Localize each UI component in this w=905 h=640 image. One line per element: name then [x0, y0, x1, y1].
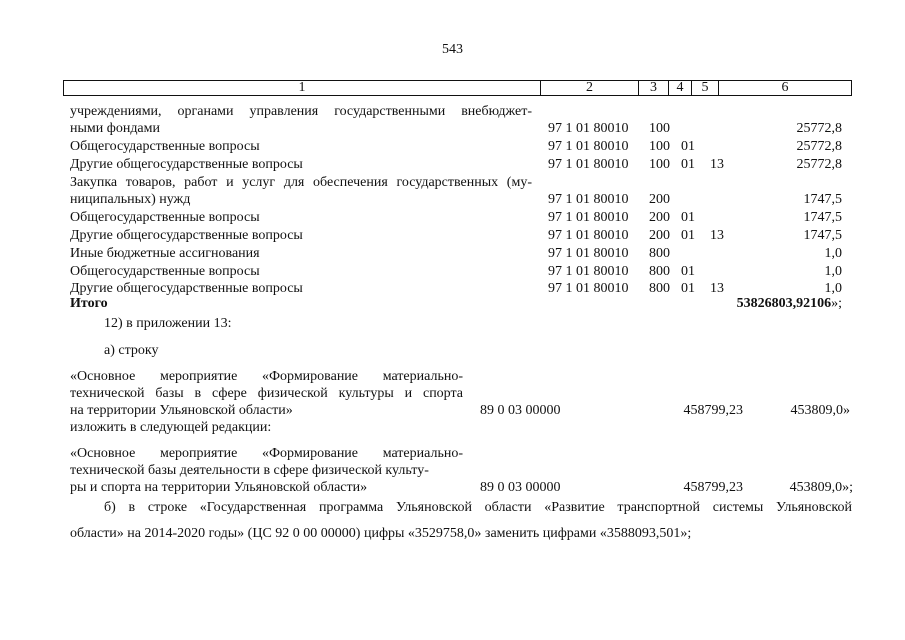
item-b-line-2: области» на 2014-2020 годы» (ЦС 92 0 00 00000) цифры «3529758,0» заменить цифрами «3588093,501»; — [70, 526, 692, 541]
new-block-line-2: технической базы деятельности в сфере физической культу- — [70, 463, 429, 478]
row-col5: 13 — [710, 281, 724, 297]
row-value: 25772,8 — [796, 139, 842, 154]
row-col3: 800 — [649, 281, 670, 297]
row-value: 1,0 — [824, 263, 842, 279]
row-name-line: учреждениями, органами управления государственными внебюджет- — [70, 104, 532, 119]
new-block-line-3: ры и спорта на территории Ульяновской области» — [70, 480, 368, 495]
page-number: 543 — [442, 42, 463, 57]
row-code: 97 1 01 80010 — [548, 139, 629, 154]
row-col3: 100 — [649, 156, 670, 172]
total-suffix: »; — [831, 296, 842, 311]
row-col3: 200 — [649, 227, 670, 243]
new-block-v2: 453809,0»; — [789, 480, 853, 495]
row-col4: 01 — [681, 263, 695, 279]
header-cell-2: 2 — [541, 81, 639, 96]
row-col5: 13 — [710, 156, 724, 172]
new-block-line-1: «Основное мероприятие «Формирование материально- — [70, 446, 463, 461]
row-col3: 200 — [649, 209, 670, 225]
total-value: 53826803,92106 — [736, 296, 832, 311]
item-b-line-1: б) в строке «Государственная программа Ульяновской области «Развитие транспортной системы Ульяновской — [104, 500, 852, 515]
row-name-line: Общегосударственные вопросы — [70, 139, 260, 154]
item-12: 12) в приложении 13: — [104, 316, 232, 331]
row-code: 97 1 01 80010 — [548, 245, 629, 261]
row-value: 25772,8 — [796, 156, 842, 172]
header-cell-4: 4 — [669, 81, 692, 96]
row-col3: 100 — [649, 139, 670, 154]
row-col4: 01 — [681, 139, 695, 154]
header-cell-6: 6 — [719, 81, 852, 96]
total-row-value — [737, 296, 842, 312]
header-cell-1: 1 — [64, 81, 541, 96]
old-block-v1: 458799,23 — [683, 403, 743, 418]
row-value: 1747,5 — [803, 209, 842, 225]
row-code: 97 1 01 80010 — [548, 227, 629, 243]
row-name-line: Другие общегосударственные вопросы — [70, 227, 303, 243]
row-col5: 13 — [710, 227, 724, 243]
row-value: 1,0 — [824, 245, 842, 261]
row-name-line: ниципальных) нужд — [70, 191, 191, 207]
table-header — [63, 80, 852, 96]
row-code: 97 1 01 80010 — [548, 281, 629, 297]
new-block-code: 89 0 03 00000 — [480, 480, 561, 495]
old-block-line-3: на территории Ульяновской области» — [70, 403, 293, 418]
old-block-line-2: технической базы в сфере физической культуры и спорта — [70, 386, 463, 401]
new-block-v1: 458799,23 — [683, 480, 743, 495]
row-name-line: ными фондами — [70, 121, 161, 137]
row-code: 97 1 01 80010 — [548, 209, 629, 225]
old-block-line-1: «Основное мероприятие «Формирование материально- — [70, 369, 463, 384]
header-cell-5: 5 — [692, 81, 719, 96]
item-a: а) строку — [104, 343, 159, 358]
row-col4: 01 — [681, 227, 695, 243]
row-col3: 800 — [649, 263, 670, 279]
row-code: 97 1 01 80010 — [548, 121, 629, 137]
row-value: 1747,5 — [803, 227, 842, 243]
row-name-line: Иные бюджетные ассигнования — [70, 245, 260, 261]
row-col3: 100 — [649, 121, 670, 137]
row-name-line: Закупка товаров, работ и услуг для обеспечения государственных (му- — [70, 174, 532, 190]
row-col3: 200 — [649, 191, 670, 207]
row-value: 1,0 — [824, 281, 842, 297]
row-name-line: Другие общегосударственные вопросы — [70, 156, 303, 172]
row-code: 97 1 01 80010 — [548, 156, 629, 172]
header-cell-3: 3 — [639, 81, 669, 96]
row-col4: 01 — [681, 156, 695, 172]
row-code: 97 1 01 80010 — [548, 263, 629, 279]
row-code: 97 1 01 80010 — [548, 191, 629, 207]
row-value: 25772,8 — [796, 121, 842, 137]
row-col3: 800 — [649, 245, 670, 261]
row-value: 1747,5 — [803, 191, 842, 207]
total-label: Итого — [70, 296, 108, 311]
row-col4: 01 — [681, 209, 695, 225]
row-col4: 01 — [681, 281, 695, 297]
old-block-code: 89 0 03 00000 — [480, 403, 561, 418]
row-name-line: Другие общегосударственные вопросы — [70, 281, 303, 297]
restate-text: изложить в следующей редакции: — [70, 420, 272, 435]
old-block-v2: 453809,0» — [790, 403, 850, 418]
row-name-line: Общегосударственные вопросы — [70, 263, 260, 279]
row-name-line: Общегосударственные вопросы — [70, 209, 260, 225]
